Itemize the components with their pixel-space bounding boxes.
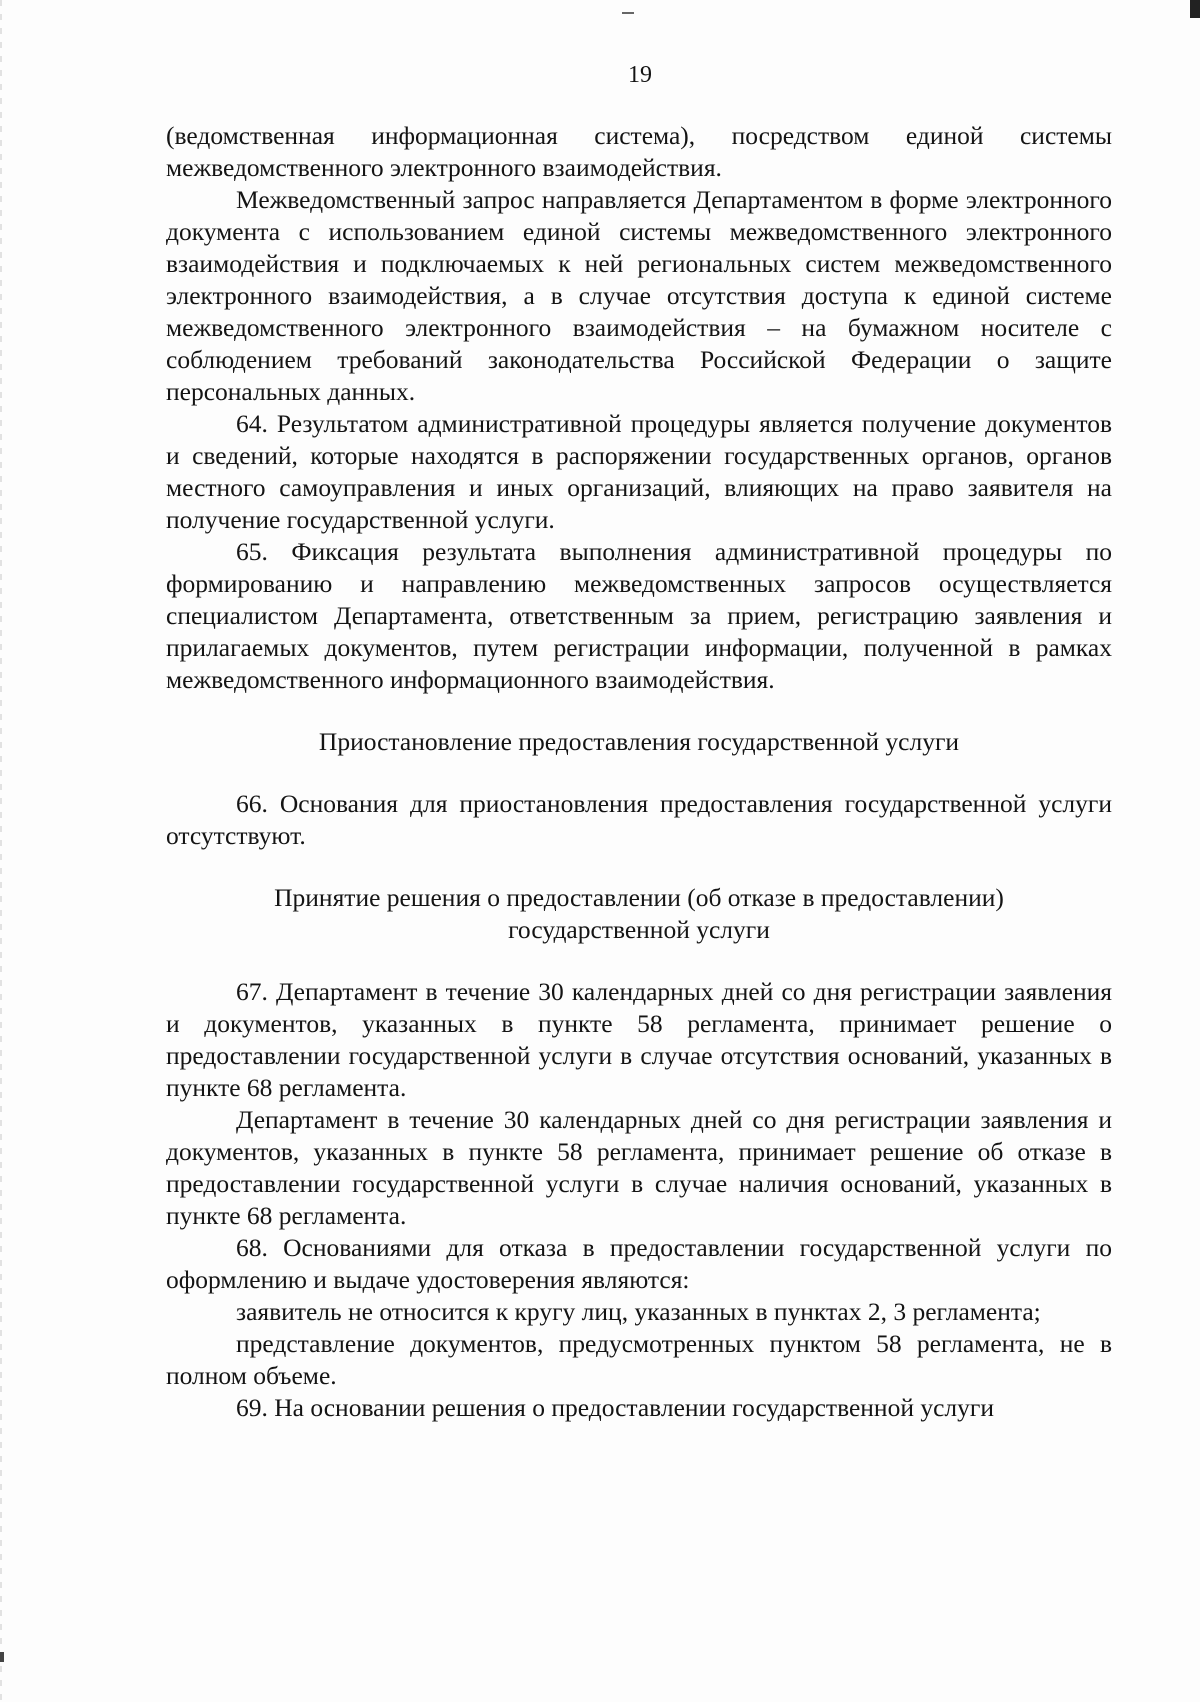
- section-heading-decision-line-2: государственной услуги: [508, 915, 770, 944]
- document-body: [166, 120, 1112, 1424]
- scan-corner-artifact: [1190, 0, 1200, 18]
- paragraph-continuation: (ведомственная информационная система), посредством единой системы межведомственного электронного взаимодействия.: [166, 121, 1112, 182]
- paragraph-69: 69. На основании решения о предоставлении государственной услуги: [236, 1393, 994, 1422]
- paragraph-64: 64. Результатом административной процедуры является получение документов и сведений, которые находятся в распоряжении государственных органов, органов местного самоуправления и иных организаций, влияющих на право заявителя на получение государственной услуги.: [166, 409, 1112, 534]
- paragraph-68-item-2: представление документов, предусмотренных пунктом 58 регламента, не в полном объеме.: [166, 1329, 1112, 1390]
- section-heading-decision-line-1: Принятие решения о предоставлении (об отказе в предоставлении): [274, 883, 1004, 912]
- paragraph-67-refusal: Департамент в течение 30 календарных дней со дня регистрации заявления и документов, указанных в пункте 58 регламента, принимает решение об отказе в предоставлении государственной услуги в случае наличия оснований, указанных в пункте 68 регламента.: [166, 1105, 1112, 1230]
- paragraph-67: 67. Департамент в течение 30 календарных дней со дня регистрации заявления и документов, указанных в пункте 58 регламента, принимает решение о предоставлении государственной услуги в случае отсутствия оснований, указанных в пункте 68 регламента.: [166, 977, 1112, 1102]
- scan-dash-artifact: [622, 12, 634, 14]
- scan-edge-artifact: [0, 0, 2, 1702]
- paragraph-65: 65. Фиксация результата выполнения административной процедуры по формированию и направлению межведомственных запросов осуществляется специалистом Департамента, ответственным за прием, регистрацию заявления и прилагаемых документов, путем регистрации информации, полученной в рамках межведомственного информационного взаимодействия.: [166, 537, 1112, 694]
- page-number: 19: [628, 62, 652, 88]
- section-heading-decision: [166, 882, 1112, 946]
- paragraph-interagency-request: Межведомственный запрос направляется Департаментом в форме электронного документа с использованием единой системы межведомственного электронного взаимодействия и подключаемых к ней региональных систем межведомственного электронного взаимодействия, а в случае отсутствия доступа к единой системе межведомственного электронного взаимодействия – на бумажном носителе с соблюдением требований законодательства Российской Федерации о защите персональных данных.: [166, 185, 1112, 406]
- paragraph-66: 66. Основания для приостановления предоставления государственной услуги отсутствуют.: [166, 789, 1112, 850]
- paragraph-68: 68. Основаниями для отказа в предоставлении государственной услуги по оформлению и выдаче удостоверения являются:: [166, 1233, 1112, 1294]
- paragraph-68-item-1: заявитель не относится к кругу лиц, указанных в пунктах 2, 3 регламента;: [236, 1297, 1041, 1326]
- scan-bottom-artifact: [0, 1652, 4, 1662]
- section-heading-suspension: Приостановление предоставления государственной услуги: [318, 727, 960, 756]
